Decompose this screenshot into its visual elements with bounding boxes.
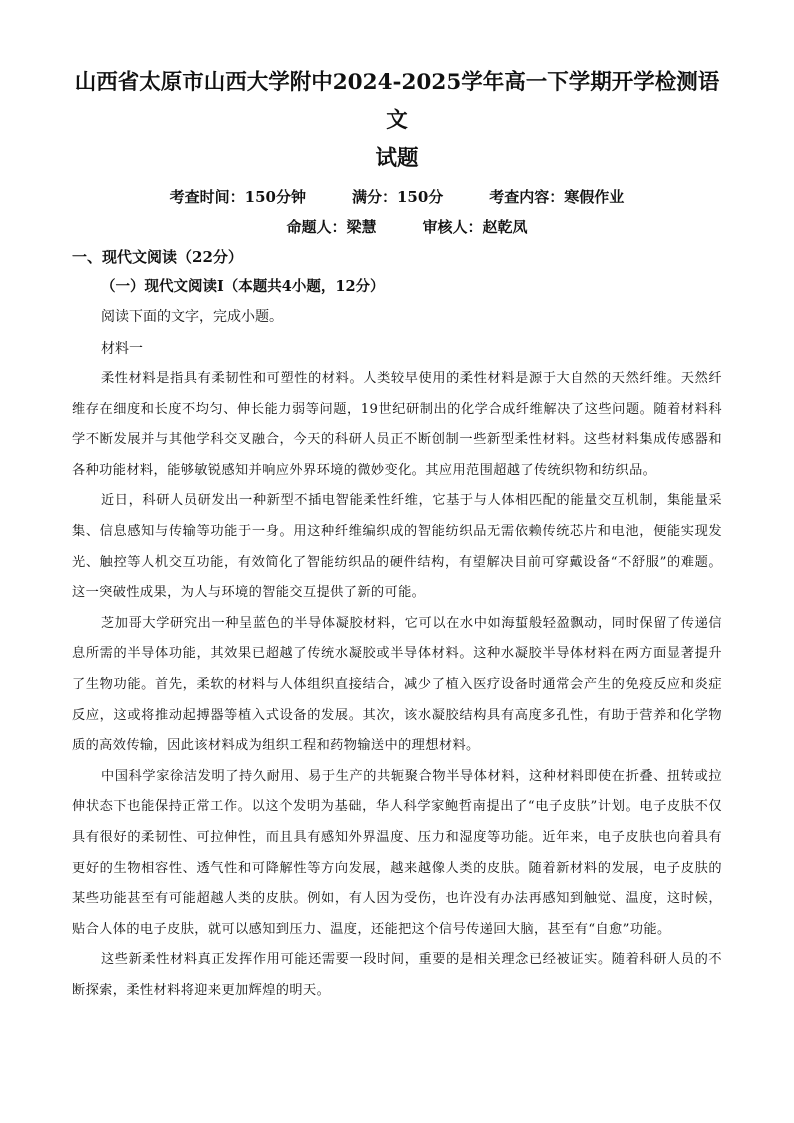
body-paragraph: 这些新柔性材料真正发挥作用可能还需要一段时间，重要的是相关理念已经被证实。随着科研人员的不断探索，柔性材料将迎来更加辉煌的明天。 <box>72 952 722 998</box>
body-paragraph: 芝加哥大学研究出一种呈蓝色的半导体凝胶材料，它可以在水中如海蜇般轻盈飘动，同时保留了传递信息所需的半导体功能，其效果已超越了传统水凝胶或半导体材料。这种水凝胶半导体材料在两方面显著提升了生物功能。首先，柔软的材料与人体组织直接结合，减少了植入医疗设备时通常会产生的免疫反应和炎症反应，这或将推动起搏器等植入式设备的发展。其次，该水凝胶结构具有高度多孔性，有助于营养和化学物质的高效传输，因此该材料成为组织工程和药物输送中的理想材料。 <box>72 615 722 754</box>
material-label: 材料一 <box>101 341 143 357</box>
exam-staff-row <box>92 212 722 242</box>
title-line-1: 山西省太原市山西大学附中2024-2025学年高一下学期开学检测语文 <box>74 70 720 133</box>
exam-score: 满分：150分 <box>351 188 444 206</box>
body-paragraph: 中国科学家徐洁发明了持久耐用、易于生产的共轭聚合物半导体材料，这种材料即使在折叠、扭转或拉伸状态下也能保持正常工作。以这个发明为基础，华人科学家鲍哲南提出了“电子皮肤”计划。电子皮肤不仅具有很好的柔韧性、可拉伸性，而且具有感知外界温度、压力和湿度等功能。近年来，电子皮肤也向着具有更好的生物相容性、透气性和可降解性等方向发展，越来越像人类的皮肤。随着新材料的发展，电子皮肤的某些功能甚至有可能超越人类的皮肤。例如，有人因为受伤，也许没有办法再感知到触觉、温度，这时候，贴合人体的电子皮肤，就可以感知到压力、温度，还能把这个信号传递回大脑，甚至有“自愈”功能。 <box>72 768 722 937</box>
exam-time: 考查时间：150分钟 <box>169 188 306 206</box>
exam-content: 考查内容：寒假作业 <box>489 188 625 206</box>
exam-reviewer: 审核人：赵乾凤 <box>422 218 528 236</box>
sub-section-heading: （一）现代文阅读Ⅰ（本题共4小题，12分） <box>101 278 385 295</box>
title-line-2: 试题 <box>375 146 419 171</box>
body-paragraph: 柔性材料是指具有柔韧性和可塑性的材料。人类较早使用的柔性材料是源于大自然的天然纤维。天然纤维存在细度和长度不均匀、伸长能力弱等问题，19世纪研制出的化学合成纤维解决了这些问题。随着材料科学不断发展并与其他学科交叉融合，今天的科研人员正不断创制一些新型柔性材料。这些材料集成传感器和各种功能材料，能够敏锐感知并响应外界环境的微妙变化。其应用范围超越了传统织物和纺织品。 <box>72 371 722 478</box>
reading-instruction: 阅读下面的文字，完成小题。 <box>101 309 283 325</box>
document-title <box>72 64 722 178</box>
section-heading: 一、现代文阅读（22分） <box>72 248 243 266</box>
body-paragraph: 近日，科研人员研发出一种新型不插电智能柔性纤维，它基于与人体相匹配的能量交互机制，集能量采集、信息感知与传输等功能于一身。用这种纤维编织成的智能纺织品无需依赖传统芯片和电池，便能实现发光、触控等人机交互功能，有效简化了智能纺织品的硬件结构，有望解决目前可穿戴设备“不舒服”的难题。这一突破性成果，为人与环境的智能交互提供了新的可能。 <box>72 493 722 601</box>
exam-info-row <box>72 182 722 212</box>
exam-author: 命题人：梁慧 <box>286 218 377 236</box>
